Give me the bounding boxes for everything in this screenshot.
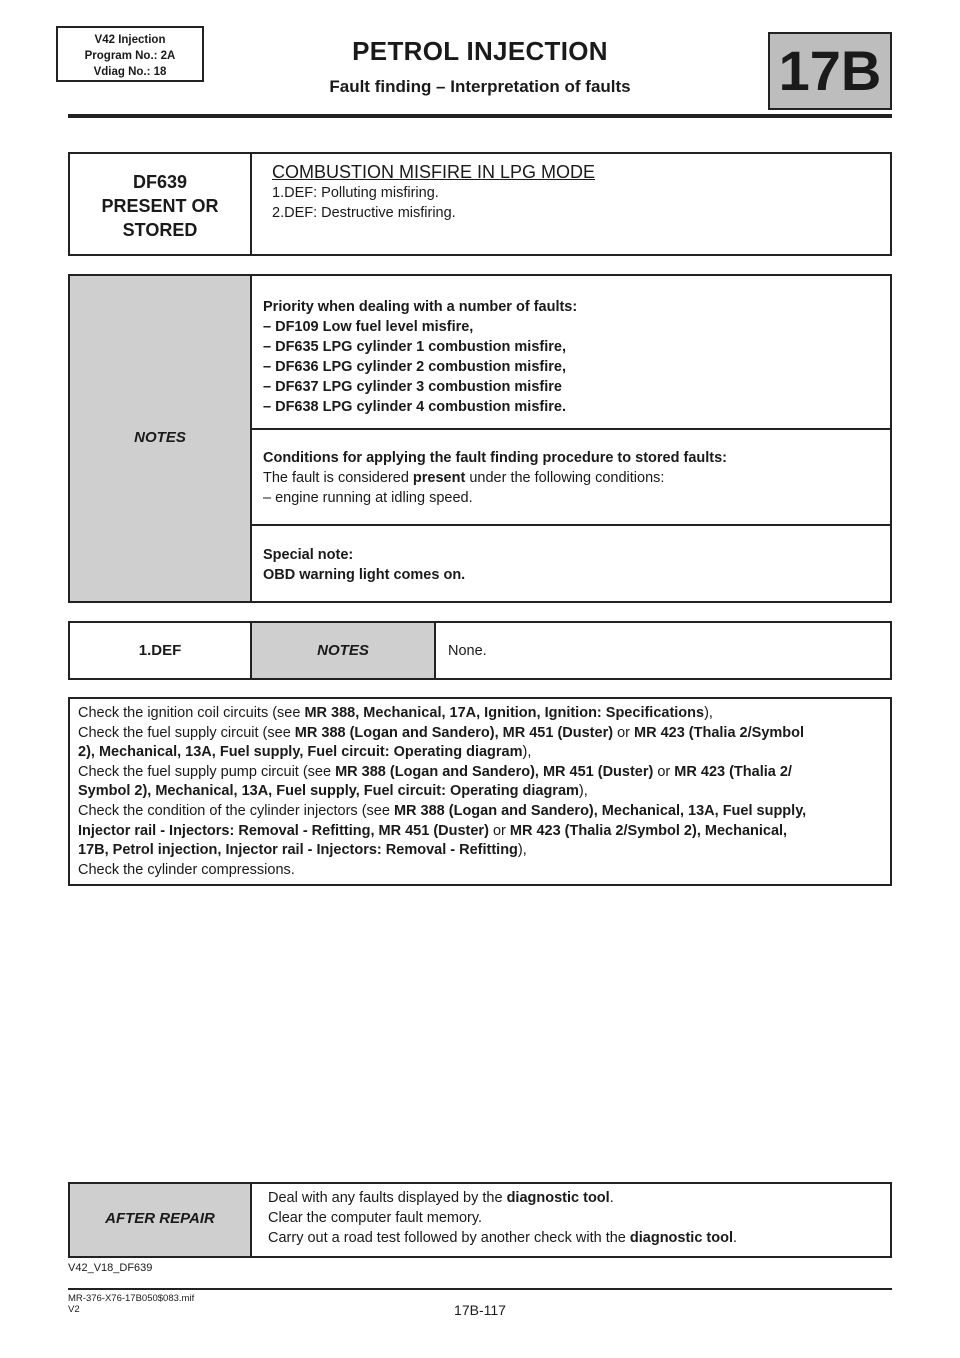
fault-title: COMBUSTION MISFIRE IN LPG MODE	[272, 162, 596, 182]
priority-item: – DF636 LPG cylinder 2 combustion misfire,	[263, 359, 566, 375]
check-text: Check the ignition coil circuits (see	[78, 705, 305, 721]
diagnostic-tool-ref: diagnostic tool	[629, 1230, 733, 1246]
source-file: MR-376-X76-17B050$083.mif	[68, 1293, 195, 1304]
priority-item: – DF638 LPG cylinder 4 combustion misfire.	[263, 399, 566, 415]
injection-version: V42 Injection	[94, 34, 166, 46]
fault-status-line1: PRESENT OR	[101, 196, 219, 216]
after-repair-line2: Clear the computer fault memory.	[268, 1210, 483, 1226]
after-repair-text-a: Carry out a road test followed by another check with the	[268, 1230, 630, 1246]
conditions-text	[263, 468, 883, 488]
conditions-text-a: The fault is considered	[263, 470, 413, 486]
version: V2	[68, 1304, 80, 1315]
priority-item: – DF109 Low fuel level misfire,	[263, 319, 474, 335]
check-text: ),	[517, 842, 527, 859]
fault-def2: 2.DEF: Destructive misfiring.	[272, 205, 456, 221]
def-row-divider-2	[434, 621, 436, 680]
check-text: or	[613, 724, 634, 741]
after-repair-text-a: Deal with any faults displayed by the	[268, 1190, 507, 1206]
check-text: or	[653, 763, 675, 780]
fault-status-line2: STORED	[122, 220, 198, 240]
special-text: OBD warning light comes on.	[263, 567, 466, 583]
special-heading: Special note:	[263, 547, 354, 563]
check-injectors-cont2	[78, 841, 888, 861]
priority-heading: Priority when dealing with a number of faults:	[263, 299, 578, 315]
check-injectors	[78, 802, 888, 822]
vehicle-info-box	[56, 26, 204, 82]
fault-description	[272, 162, 872, 223]
priority-item: – DF635 LPG cylinder 1 combustion misfire,	[263, 339, 566, 355]
vdiag-number: Vdiag No.: 18	[93, 66, 167, 78]
priority-item: – DF637 LPG cylinder 3 combustion misfire	[263, 379, 562, 395]
footer-divider	[68, 1288, 892, 1290]
check-ref: MR 423 (Thalia 2/	[674, 763, 792, 780]
notes-row-divider-2	[250, 524, 892, 526]
def-notes-value: None.	[448, 643, 487, 659]
check-ref: MR 423 (Thalia 2/Symbol 2), Mechanical,	[509, 822, 788, 839]
check-text: ),	[578, 783, 588, 800]
fault-id-cell	[70, 170, 250, 242]
check-ref: MR 388 (Logan and Sandero), MR 451 (Duster)	[335, 763, 654, 780]
notes-row-divider-1	[250, 428, 892, 430]
after-repair-divider	[250, 1182, 252, 1258]
def-label: 1.DEF	[138, 642, 182, 659]
conditions-section	[263, 448, 883, 508]
check-text: or	[488, 822, 510, 839]
page-title: PETROL INJECTION	[352, 36, 608, 66]
check-ref: MR 388 (Logan and Sandero), MR 451 (Duster)	[294, 724, 614, 741]
check-text: ),	[522, 744, 532, 761]
checks-text	[78, 704, 888, 880]
after-repair-label: AFTER REPAIR	[105, 1210, 215, 1227]
check-ref: 2), Mechanical, 13A, Fuel supply, Fuel circuit: Operating diagram	[78, 744, 523, 761]
check-compressions: Check the cylinder compressions.	[78, 861, 295, 878]
conditions-text-b: under the following conditions:	[465, 470, 665, 486]
after-repair-text	[268, 1188, 878, 1248]
check-ref: Injector rail - Injectors: Removal - Refitting, MR 451 (Duster)	[78, 822, 489, 839]
after-repair-line3	[268, 1228, 878, 1248]
fault-box-divider	[250, 152, 252, 256]
check-fuel-pump	[78, 763, 888, 783]
def-notes-label: NOTES	[317, 642, 369, 659]
check-ref: MR 423 (Thalia 2/Symbol	[634, 724, 805, 741]
header-divider	[68, 114, 892, 118]
fault-code: DF639	[132, 172, 188, 192]
check-text: Check the condition of the cylinder injectors (see	[78, 802, 394, 819]
check-ignition-coil	[78, 704, 888, 724]
after-repair-text-b: .	[609, 1190, 614, 1206]
section-code: 17B	[768, 32, 892, 110]
check-text: ),	[704, 705, 713, 721]
page-number: 17B-117	[454, 1302, 506, 1318]
special-note-section	[263, 545, 883, 585]
conditions-item: – engine running at idling speed.	[263, 490, 473, 506]
notes-label: NOTES	[134, 429, 186, 446]
program-number: Program No.: 2A	[84, 50, 176, 62]
diagnostic-tool-ref: diagnostic tool	[506, 1190, 610, 1206]
check-ref: 17B, Petrol injection, Injector rail - Injectors: Removal - Refitting	[78, 842, 518, 859]
check-injectors-cont	[78, 822, 888, 842]
check-ref: Symbol 2), Mechanical, 13A, Fuel supply, Fuel circuit: Operating diagram	[78, 783, 579, 800]
conditions-text-bold: present	[412, 470, 466, 486]
check-fuel-supply-cont	[78, 743, 888, 763]
priority-section	[263, 297, 883, 417]
document-reference: V42_V18_DF639	[68, 1262, 153, 1274]
notes-divider	[250, 274, 252, 603]
after-repair-line1	[268, 1188, 878, 1208]
after-repair-text-b: .	[733, 1230, 738, 1246]
check-text: Check the fuel supply circuit (see	[78, 724, 295, 741]
page-subtitle: Fault finding – Interpretation of faults	[329, 77, 631, 96]
check-fuel-supply	[78, 724, 888, 744]
check-ref: MR 388, Mechanical, 17A, Ignition, Ignition: Specifications	[304, 705, 705, 721]
check-fuel-pump-cont	[78, 782, 888, 802]
fault-def1: 1.DEF: Polluting misfiring.	[272, 185, 439, 201]
check-text: Check the fuel supply pump circuit (see	[78, 763, 336, 780]
check-ref: MR 388 (Logan and Sandero), Mechanical, 13A, Fuel supply,	[393, 802, 807, 819]
conditions-heading: Conditions for applying the fault finding procedure to stored faults:	[263, 450, 727, 466]
